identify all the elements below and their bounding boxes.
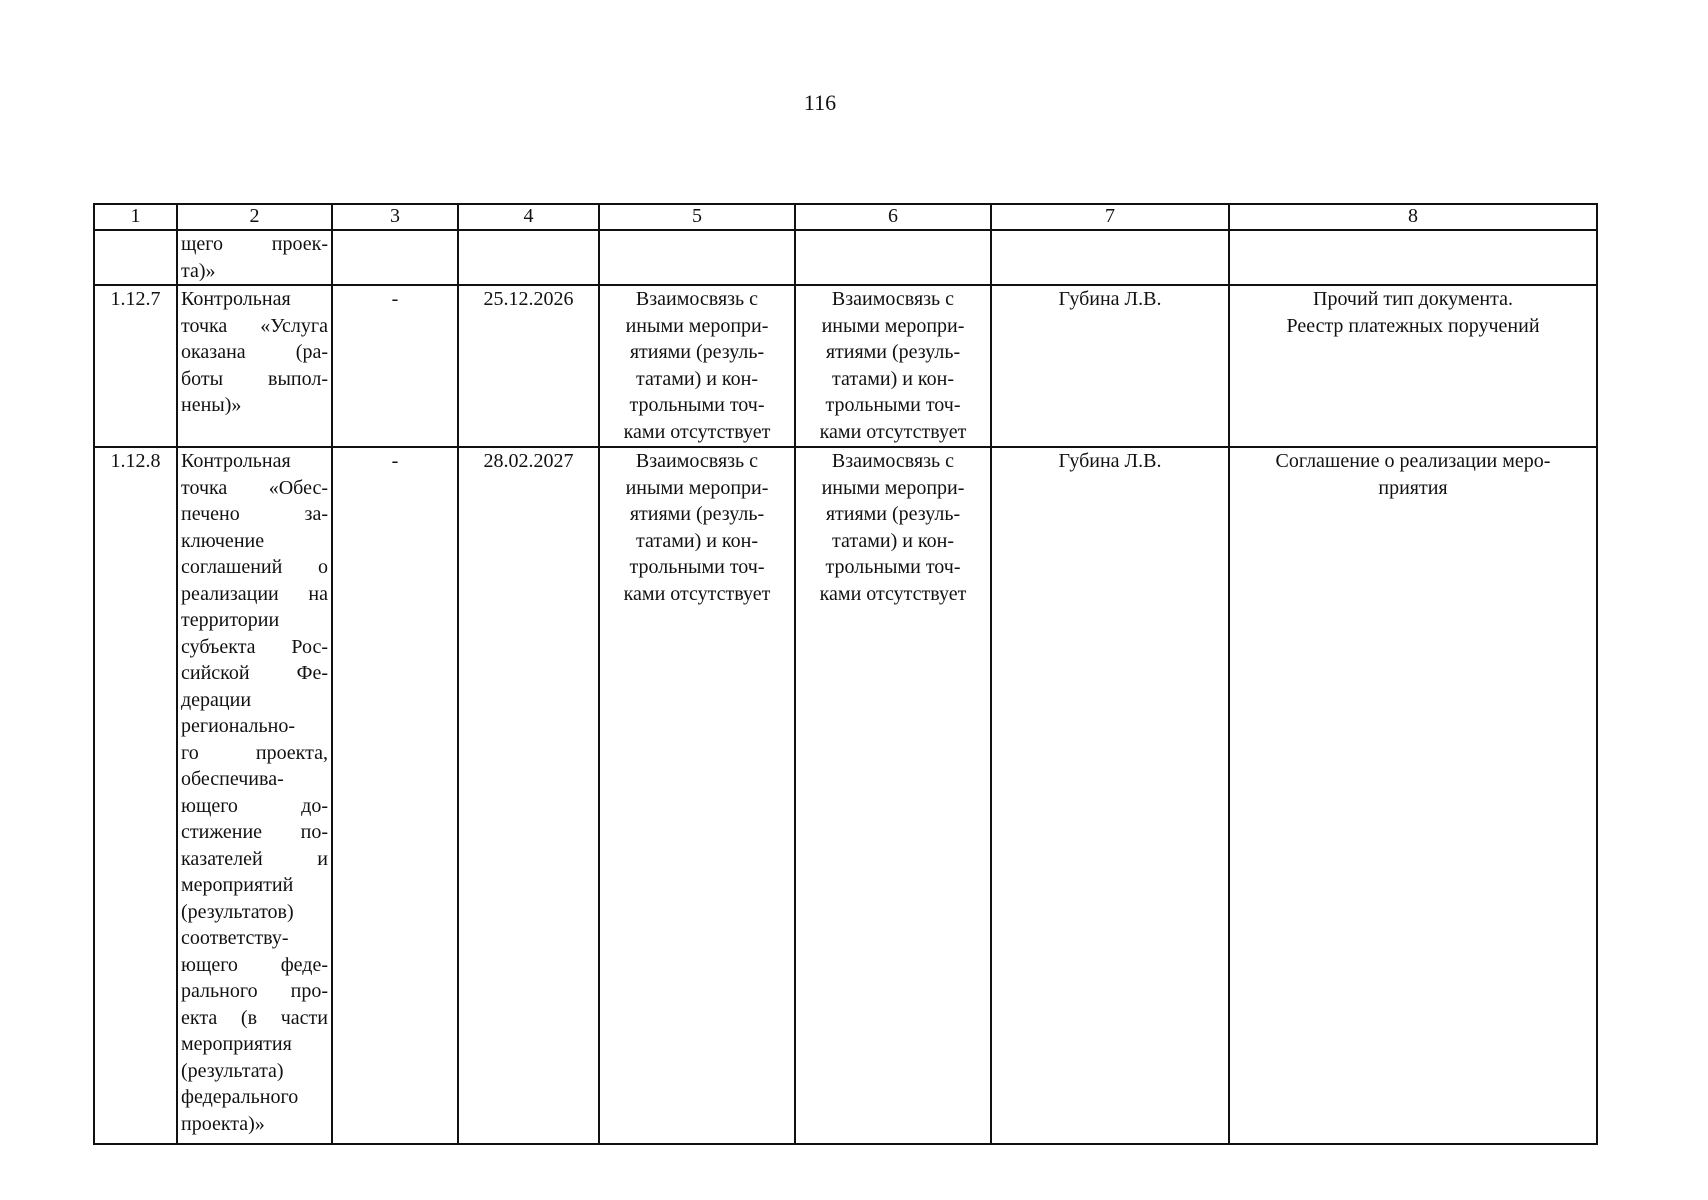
text-line: екта (в части [181,1006,328,1029]
text-line: иными меропри- [625,476,769,499]
text-line: Прочий тип документа. [1313,288,1513,310]
text-line: Реестр платежных поручений [1286,314,1540,337]
header-cell: 8 [1229,204,1597,230]
text-line: субъекта Рос- [181,635,328,658]
text-line: мероприятий [181,874,294,896]
dash-cell: - [332,447,458,1144]
table-row [94,285,1597,447]
table-row [94,447,1597,1144]
header-cell: 1 [94,204,177,230]
text-line: ятиями (резуль- [825,503,961,525]
text-line: ключение [181,529,265,552]
continuation-row [94,230,1597,285]
responsible-cell: Губина Л.В. [991,447,1229,1144]
text-line: трольными точ- [825,394,961,416]
text-line: регионально- [181,715,296,737]
table-cell [94,230,177,285]
table-cell [599,230,795,285]
header-cell: 3 [332,204,458,230]
text-line: ющего до- [181,794,328,817]
text-line: оказана (ра- [181,341,328,363]
text-line: (результата) [181,1059,284,1082]
name-cell [177,447,332,1144]
text-line: соглашений о [181,556,328,578]
text-line: ками отсутствует [819,420,967,443]
header-cell: 4 [458,204,599,230]
table-cell [332,230,458,285]
relation-cell [599,447,795,1144]
header-cell: 2 [177,204,332,230]
responsible-cell: Губина Л.В. [991,285,1229,447]
text-line: иными меропри- [821,476,965,499]
text-line: нены)» [181,394,242,416]
text-line: федерального [181,1086,299,1108]
text-line: Взаимосвязь с [635,288,759,310]
header-cell: 7 [991,204,1229,230]
text-line: Контрольная [181,450,291,472]
text-line: боты выпол- [181,367,328,390]
text-line: соответству- [181,927,289,949]
text-line: Взаимосвязь с [831,450,955,472]
header-cell: 5 [599,204,795,230]
document-cell [1229,285,1597,447]
table-cell [991,230,1229,285]
relation-cell [795,285,991,447]
text-line: Соглашение о реализации меро- [1275,450,1551,472]
text-line: ятиями (резуль- [629,503,765,525]
text-line: проекта)» [181,1112,265,1135]
text-line: приятия [1378,476,1448,499]
table-cell [458,230,599,285]
relation-cell [795,447,991,1144]
text-line: сийской Фе- [181,662,328,684]
text-line: иными меропри- [821,314,965,337]
text-line: трольными точ- [825,556,961,578]
text-line: мероприятия [181,1033,292,1055]
header-row [94,204,1597,230]
text-line: точка «Обес- [181,476,328,499]
dash-cell: - [332,285,458,447]
text-line: печено за- [181,503,328,525]
text-line: казателей и [181,847,328,870]
text-line: Взаимосвязь с [635,450,759,472]
text-line: ками отсутствует [819,582,967,605]
control-points-table [93,203,1598,1145]
date-cell: 28.02.2027 [458,447,599,1144]
row-number: 1.12.7 [94,285,177,447]
text-line: трольными точ- [629,394,765,416]
text-line: ятиями (резуль- [825,341,961,363]
text-line: дерации [181,688,252,711]
table-cell [795,230,991,285]
text-line: татами) и кон- [636,367,758,390]
page-number: 116 [803,90,837,115]
date-cell: 25.12.2026 [458,285,599,447]
text-line: рального про- [181,980,328,1002]
text-line: (результатов) [181,900,294,923]
relation-cell [599,285,795,447]
text-line: та)» [181,259,216,282]
text-line: иными меропри- [625,314,769,337]
text-line: трольными точ- [629,556,765,578]
text-line: реализации на [181,582,328,605]
text-line: Контрольная [181,288,291,310]
text-line: щего проек- [181,233,328,255]
name-cell [177,285,332,447]
text-line: ющего феде- [181,953,328,976]
text-line: обеспечива- [181,768,284,790]
row-number: 1.12.8 [94,447,177,1144]
text-line: ятиями (резуль- [629,341,765,363]
text-line: стижение по- [181,821,328,843]
text-line: татами) и кон- [832,529,954,552]
text-line: территории [181,609,280,631]
text-line: татами) и кон- [832,367,954,390]
header-cell: 6 [795,204,991,230]
text-line: татами) и кон- [636,529,758,552]
text-line: Взаимосвязь с [831,288,955,310]
text-line: ками отсутствует [623,420,771,443]
text-line: ками отсутствует [623,582,771,605]
text-line: го проекта, [181,741,328,764]
text-line: точка «Услуга [181,314,328,337]
name-cell [177,230,332,285]
table-cell [1229,230,1597,285]
document-cell [1229,447,1597,1144]
